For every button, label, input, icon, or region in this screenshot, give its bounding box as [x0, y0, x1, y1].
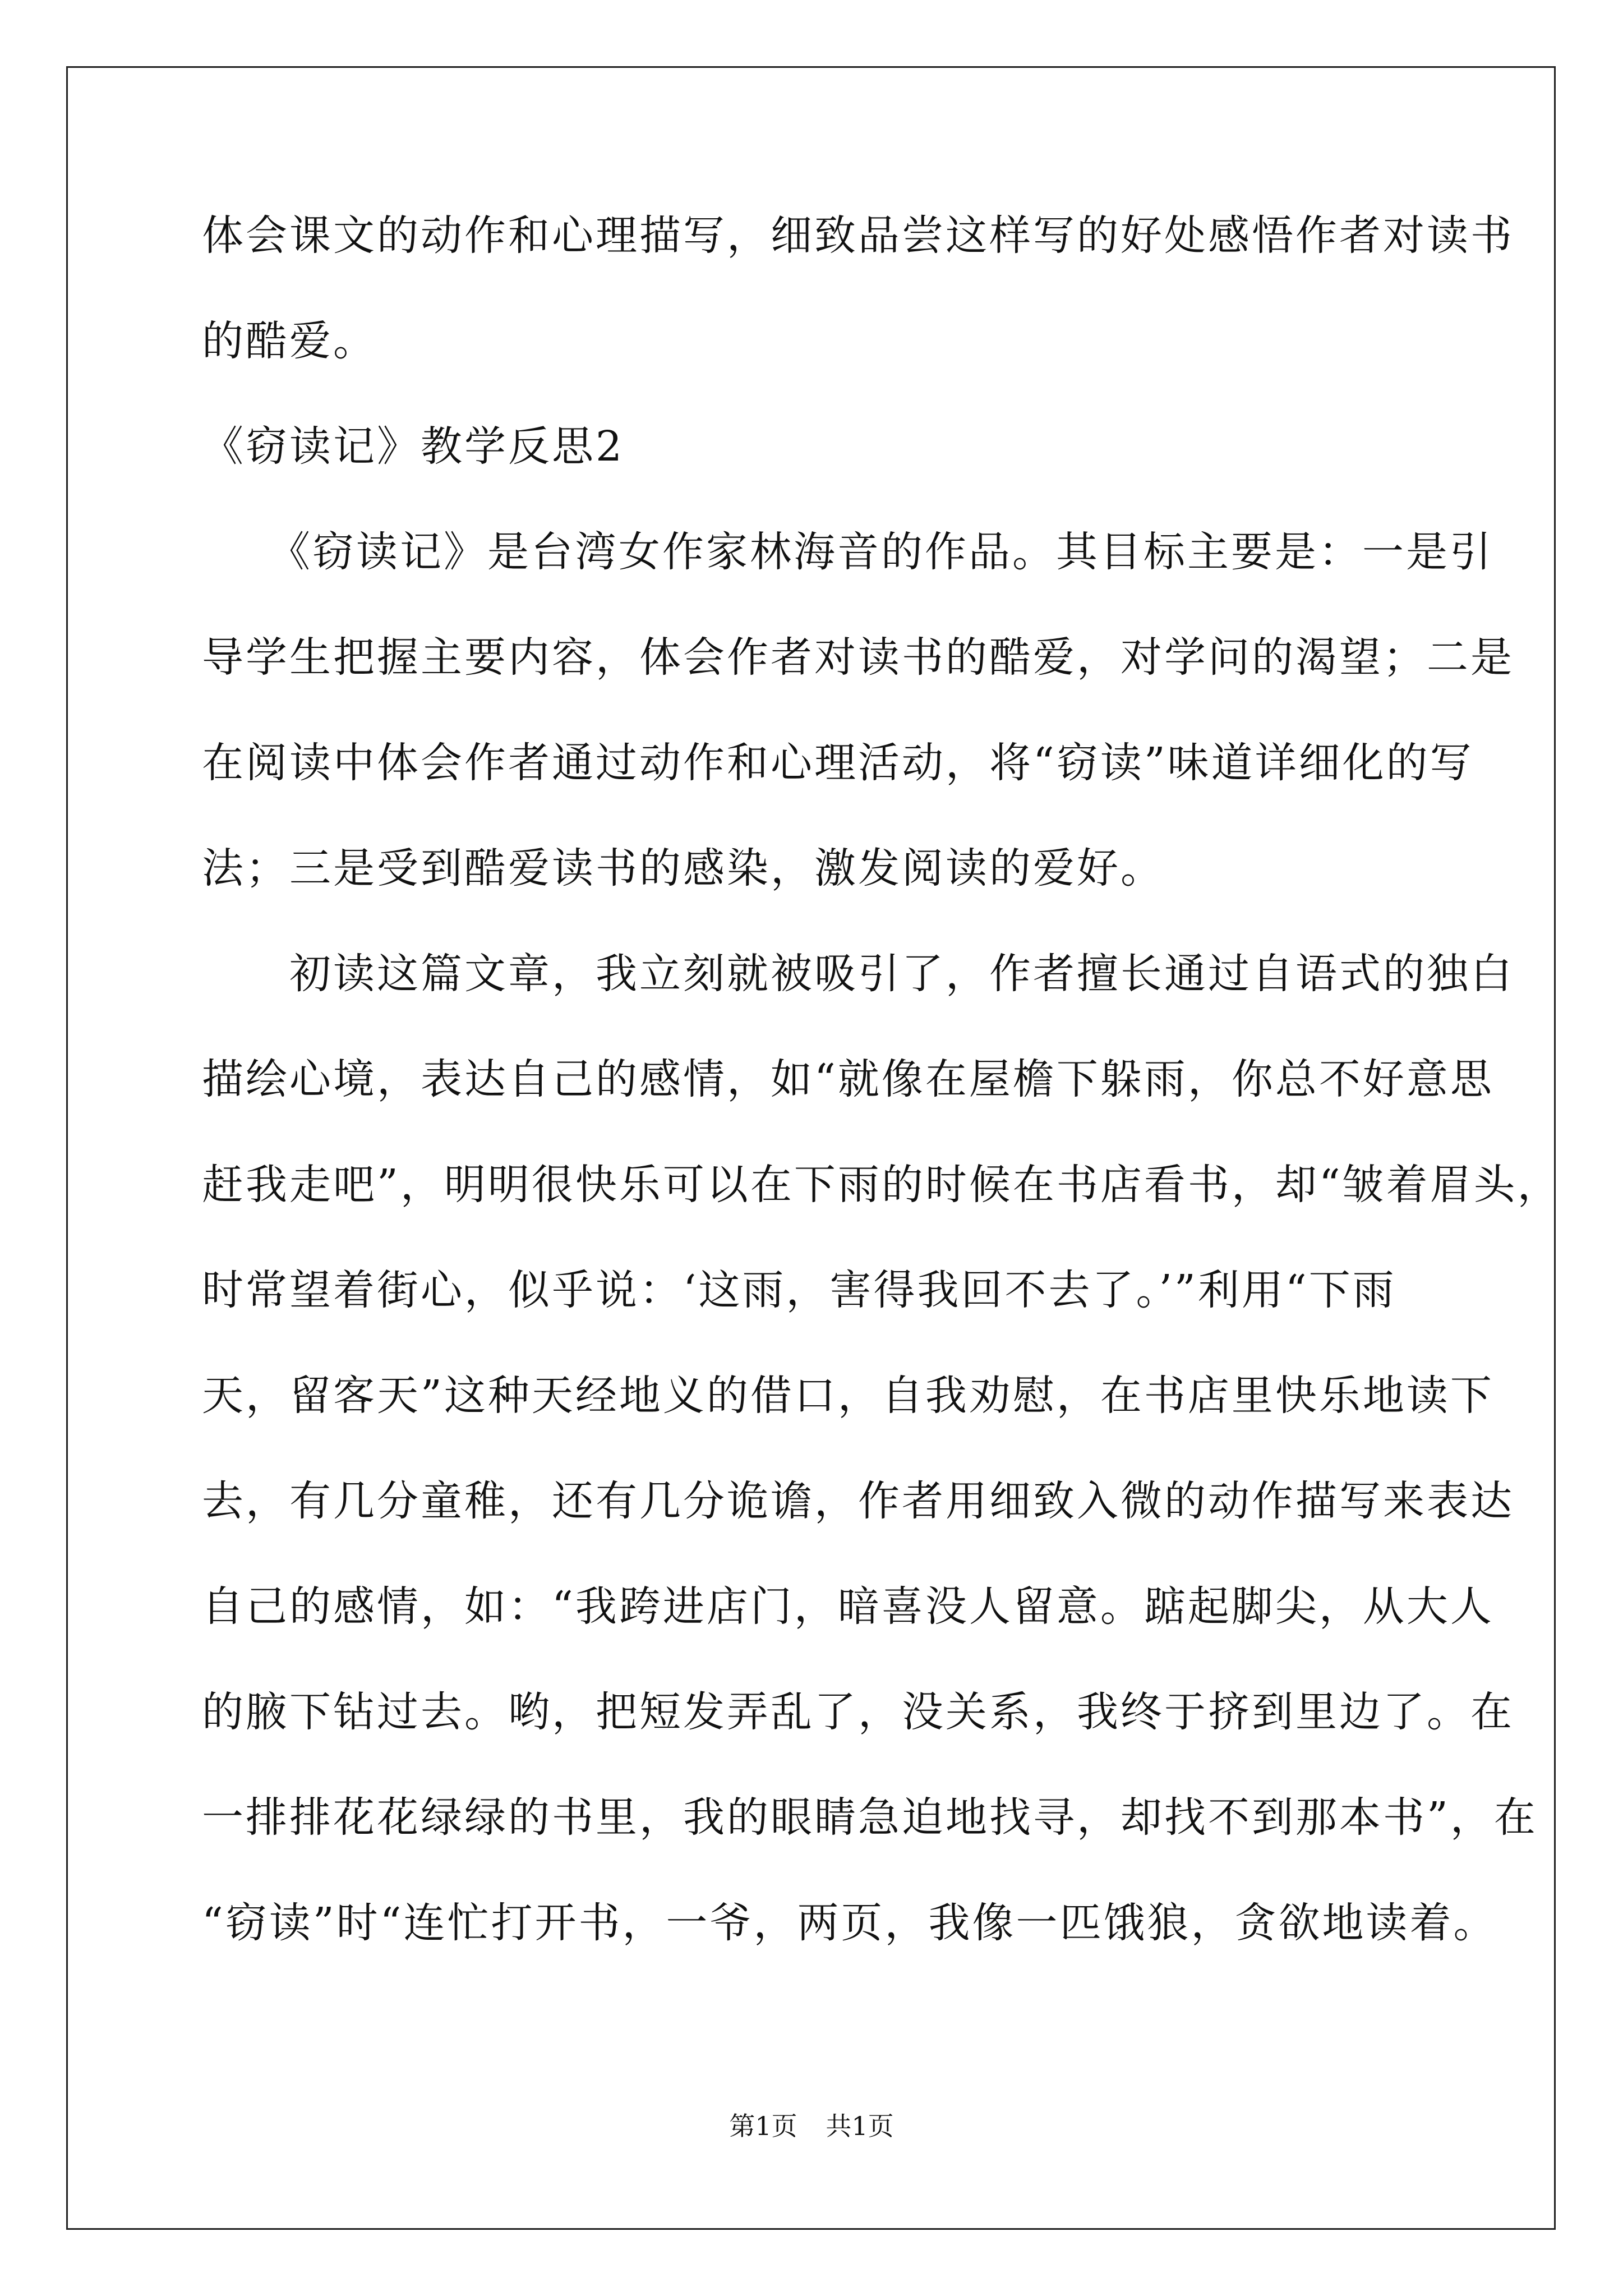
text-line: 描绘心境，表达自己的感情，如“就像在屋檐下躲雨，你总不好意思 — [202, 1055, 1494, 1103]
text-line: 一排排花花绿绿的书里，我的眼睛急迫地找寻，却找不到那本书”，在 — [202, 1793, 1538, 1842]
text-line: 《窃读记》是台湾女作家林海音的作品。其目标主要是：一是引 — [202, 528, 1493, 576]
text-line: 自己的感情，如：“我跨进店门，暗喜没人留意。踮起脚尖，从大人 — [202, 1582, 1494, 1631]
text-line: 法；三是受到酷爱读书的感染，激发阅读的爱好。 — [202, 844, 1164, 892]
text-line: 时常望着街心，似乎说：‘这雨，害得我回不去了。’”利用“下雨 — [202, 1266, 1396, 1314]
page-number: 第1页 — [729, 2111, 797, 2141]
text-line: 去，有几分童稚，还有几分诡谵，作者用细致入微的动作描写来表达 — [202, 1477, 1514, 1525]
text-line: 在阅读中体会作者通过动作和心理活动，将“窃读”味道详细化的写 — [202, 739, 1474, 787]
text-line: 的酷爱。 — [202, 317, 377, 365]
page-total: 共1页 — [826, 2111, 894, 2141]
text-line: 天，留客天”这种天经地义的借口，自我劝慰，在书店里快乐地读下 — [202, 1372, 1494, 1420]
text-line: “窃读”时“连忙打开书，一爷，两页，我像一匹饿狼，贪欲地读着。 — [202, 1899, 1497, 1947]
text-line: 初读这篇文章，我立刻就被吸引了，作者擅长通过自语式的独白 — [202, 950, 1514, 998]
text-line: 体会课文的动作和心理描写，细致品尝这样写的好处感悟作者对读书 — [202, 211, 1514, 260]
page-footer — [0, 2109, 1623, 2143]
text-line: 的腋下钻过去。哟，把短发弄乱了，没关系，我终于挤到里边了。在 — [202, 1688, 1514, 1736]
section-heading: 《窃读记》教学反思2 — [202, 422, 625, 471]
text-line: 导学生把握主要内容，体会作者对读书的酷爱，对学问的渴望；二是 — [202, 633, 1514, 682]
text-line: 赶我走吧”，明明很快乐可以在下雨的时候在书店看书，却“皱着眉头， — [202, 1161, 1561, 1209]
